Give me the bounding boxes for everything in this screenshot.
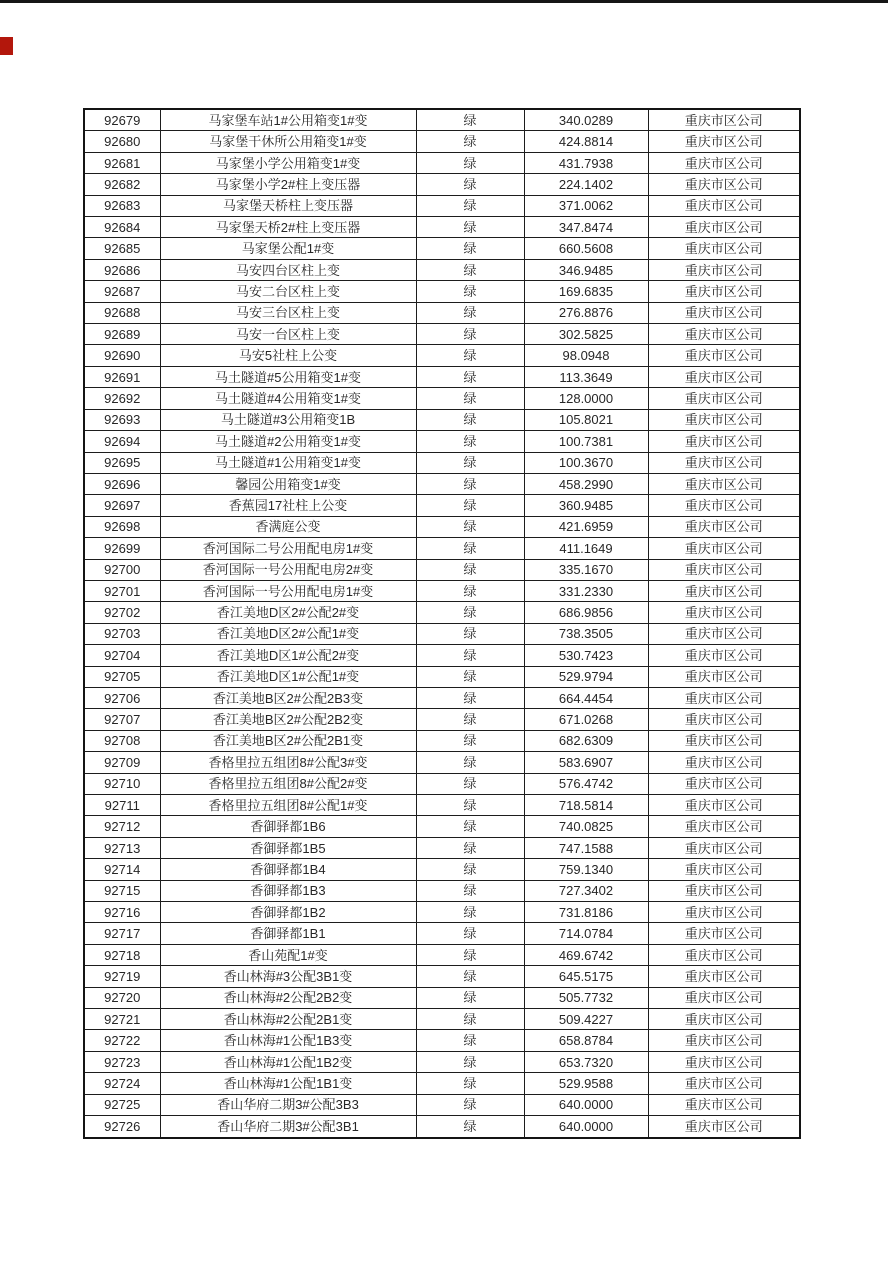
cell-record_id: 92698 (84, 516, 160, 537)
cell-record_id: 92726 (84, 1116, 160, 1138)
cell-record_id: 92710 (84, 773, 160, 794)
cell-record_id: 92713 (84, 837, 160, 858)
cell-equipment_name: 香满庭公变 (160, 516, 416, 537)
cell-company: 重庆市区公司 (648, 773, 800, 794)
table-row (84, 431, 800, 452)
cell-record_id: 92720 (84, 987, 160, 1008)
cell-company: 重庆市区公司 (648, 837, 800, 858)
cell-record_id: 92689 (84, 324, 160, 345)
cell-company: 重庆市区公司 (648, 1116, 800, 1138)
table-row (84, 516, 800, 537)
cell-value: 640.0000 (524, 1094, 648, 1115)
cell-value: 469.6742 (524, 944, 648, 965)
cell-record_id: 92716 (84, 902, 160, 923)
cell-status: 绿 (416, 923, 524, 944)
cell-record_id: 92703 (84, 623, 160, 644)
table-row (84, 195, 800, 216)
cell-value: 658.8784 (524, 1030, 648, 1051)
cell-equipment_name: 马土隧道#2公用箱变1#变 (160, 431, 416, 452)
cell-value: 224.1402 (524, 174, 648, 195)
table-row (84, 1116, 800, 1138)
cell-value: 660.5608 (524, 238, 648, 259)
cell-equipment_name: 香山苑配1#变 (160, 944, 416, 965)
table-row (84, 495, 800, 516)
cell-equipment_name: 香江美地B区2#公配2B1变 (160, 730, 416, 751)
table-row (84, 259, 800, 280)
cell-record_id: 92724 (84, 1073, 160, 1094)
table-row (84, 709, 800, 730)
cell-equipment_name: 香御驿都1B5 (160, 837, 416, 858)
cell-equipment_name: 香格里拉五组团8#公配2#变 (160, 773, 416, 794)
cell-equipment_name: 香山林海#3公配3B1变 (160, 966, 416, 987)
table-row (84, 730, 800, 751)
cell-status: 绿 (416, 281, 524, 302)
cell-status: 绿 (416, 602, 524, 623)
cell-status: 绿 (416, 538, 524, 559)
cell-equipment_name: 马家堡小学公用箱变1#变 (160, 152, 416, 173)
cell-value: 335.1670 (524, 559, 648, 580)
table-row (84, 580, 800, 601)
table-row (84, 923, 800, 944)
cell-status: 绿 (416, 152, 524, 173)
cell-record_id: 92700 (84, 559, 160, 580)
cell-equipment_name: 香山林海#1公配1B1变 (160, 1073, 416, 1094)
table-row (84, 623, 800, 644)
cell-value: 98.0948 (524, 345, 648, 366)
cell-company: 重庆市区公司 (648, 345, 800, 366)
table-row (84, 944, 800, 965)
cell-value: 664.4454 (524, 687, 648, 708)
cell-company: 重庆市区公司 (648, 602, 800, 623)
cell-company: 重庆市区公司 (648, 1030, 800, 1051)
cell-value: 331.2330 (524, 580, 648, 601)
table-row (84, 987, 800, 1008)
cell-status: 绿 (416, 409, 524, 430)
cell-company: 重庆市区公司 (648, 709, 800, 730)
data-table (83, 108, 801, 1139)
table-row (84, 837, 800, 858)
cell-equipment_name: 香御驿都1B2 (160, 902, 416, 923)
cell-company: 重庆市区公司 (648, 366, 800, 387)
cell-record_id: 92690 (84, 345, 160, 366)
cell-record_id: 92706 (84, 687, 160, 708)
cell-record_id: 92711 (84, 795, 160, 816)
cell-value: 671.0268 (524, 709, 648, 730)
cell-company: 重庆市区公司 (648, 495, 800, 516)
table-row (84, 666, 800, 687)
cell-equipment_name: 马土隧道#3公用箱变1B (160, 409, 416, 430)
table-body (84, 109, 800, 1138)
table-row (84, 859, 800, 880)
cell-company: 重庆市区公司 (648, 987, 800, 1008)
cell-value: 424.8814 (524, 131, 648, 152)
cell-record_id: 92721 (84, 1009, 160, 1030)
cell-equipment_name: 马家堡小学2#柱上变压器 (160, 174, 416, 195)
cell-value: 509.4227 (524, 1009, 648, 1030)
cell-value: 113.3649 (524, 366, 648, 387)
cell-company: 重庆市区公司 (648, 687, 800, 708)
cell-company: 重庆市区公司 (648, 152, 800, 173)
cell-equipment_name: 香河国际二号公用配电房1#变 (160, 538, 416, 559)
cell-value: 302.5825 (524, 324, 648, 345)
cell-record_id: 92694 (84, 431, 160, 452)
cell-equipment_name: 马安四台区柱上变 (160, 259, 416, 280)
cell-status: 绿 (416, 388, 524, 409)
cell-record_id: 92722 (84, 1030, 160, 1051)
cell-equipment_name: 香河国际一号公用配电房1#变 (160, 580, 416, 601)
cell-record_id: 92709 (84, 752, 160, 773)
cell-value: 360.9485 (524, 495, 648, 516)
cell-status: 绿 (416, 859, 524, 880)
table-row (84, 388, 800, 409)
table-row (84, 687, 800, 708)
cell-company: 重庆市区公司 (648, 1094, 800, 1115)
cell-company: 重庆市区公司 (648, 259, 800, 280)
cell-equipment_name: 香御驿都1B4 (160, 859, 416, 880)
table-row (84, 559, 800, 580)
cell-status: 绿 (416, 1073, 524, 1094)
cell-equipment_name: 香山华府二期3#公配3B3 (160, 1094, 416, 1115)
table-row (84, 602, 800, 623)
cell-value: 411.1649 (524, 538, 648, 559)
cell-record_id: 92681 (84, 152, 160, 173)
cell-value: 529.9794 (524, 666, 648, 687)
cell-record_id: 92680 (84, 131, 160, 152)
cell-status: 绿 (416, 109, 524, 131)
cell-value: 505.7732 (524, 987, 648, 1008)
cell-value: 747.1588 (524, 837, 648, 858)
cell-value: 759.1340 (524, 859, 648, 880)
cell-record_id: 92695 (84, 452, 160, 473)
cell-record_id: 92712 (84, 816, 160, 837)
cell-equipment_name: 马家堡天桥2#柱上变压器 (160, 217, 416, 238)
cell-value: 583.6907 (524, 752, 648, 773)
cell-company: 重庆市区公司 (648, 174, 800, 195)
cell-company: 重庆市区公司 (648, 1073, 800, 1094)
cell-status: 绿 (416, 752, 524, 773)
cell-equipment_name: 香江美地B区2#公配2B3变 (160, 687, 416, 708)
cell-company: 重庆市区公司 (648, 473, 800, 494)
cell-record_id: 92705 (84, 666, 160, 687)
cell-equipment_name: 香江美地D区1#公配2#变 (160, 645, 416, 666)
table-row (84, 281, 800, 302)
cell-value: 458.2990 (524, 473, 648, 494)
cell-status: 绿 (416, 837, 524, 858)
cell-company: 重庆市区公司 (648, 516, 800, 537)
cell-company: 重庆市区公司 (648, 302, 800, 323)
table-row (84, 409, 800, 430)
cell-status: 绿 (416, 795, 524, 816)
cell-status: 绿 (416, 880, 524, 901)
cell-value: 169.6835 (524, 281, 648, 302)
cell-record_id: 92697 (84, 495, 160, 516)
cell-status: 绿 (416, 366, 524, 387)
cell-company: 重庆市区公司 (648, 923, 800, 944)
table-row (84, 795, 800, 816)
cell-status: 绿 (416, 259, 524, 280)
table-row (84, 1051, 800, 1072)
table-row (84, 1073, 800, 1094)
cell-status: 绿 (416, 324, 524, 345)
cell-company: 重庆市区公司 (648, 944, 800, 965)
cell-equipment_name: 马土隧道#4公用箱变1#变 (160, 388, 416, 409)
cell-record_id: 92715 (84, 880, 160, 901)
cell-value: 718.5814 (524, 795, 648, 816)
cell-equipment_name: 香江美地B区2#公配2B2变 (160, 709, 416, 730)
cell-company: 重庆市区公司 (648, 195, 800, 216)
cell-status: 绿 (416, 816, 524, 837)
cell-equipment_name: 香江美地D区2#公配2#变 (160, 602, 416, 623)
cell-status: 绿 (416, 452, 524, 473)
cell-equipment_name: 香格里拉五组团8#公配1#变 (160, 795, 416, 816)
cell-company: 重庆市区公司 (648, 902, 800, 923)
cell-status: 绿 (416, 580, 524, 601)
cell-status: 绿 (416, 345, 524, 366)
table-row (84, 752, 800, 773)
cell-record_id: 92693 (84, 409, 160, 430)
cell-company: 重庆市区公司 (648, 281, 800, 302)
cell-status: 绿 (416, 495, 524, 516)
cell-company: 重庆市区公司 (648, 431, 800, 452)
cell-equipment_name: 马安二台区柱上变 (160, 281, 416, 302)
cell-value: 421.6959 (524, 516, 648, 537)
cell-record_id: 92687 (84, 281, 160, 302)
table-row (84, 452, 800, 473)
cell-company: 重庆市区公司 (648, 238, 800, 259)
cell-equipment_name: 马家堡车站1#公用箱变1#变 (160, 109, 416, 131)
cell-status: 绿 (416, 666, 524, 687)
cell-equipment_name: 马家堡公配1#变 (160, 238, 416, 259)
cell-status: 绿 (416, 217, 524, 238)
table-row (84, 473, 800, 494)
cell-status: 绿 (416, 709, 524, 730)
cell-equipment_name: 香江美地D区1#公配1#变 (160, 666, 416, 687)
table-row (84, 366, 800, 387)
cell-value: 128.0000 (524, 388, 648, 409)
cell-record_id: 92691 (84, 366, 160, 387)
cell-value: 276.8876 (524, 302, 648, 323)
cell-status: 绿 (416, 687, 524, 708)
cell-equipment_name: 马家堡天桥柱上变压器 (160, 195, 416, 216)
table-row (84, 902, 800, 923)
page-top-border (0, 0, 888, 3)
cell-equipment_name: 馨园公用箱变1#变 (160, 473, 416, 494)
table-row (84, 773, 800, 794)
cell-status: 绿 (416, 1030, 524, 1051)
cell-company: 重庆市区公司 (648, 966, 800, 987)
cell-value: 371.0062 (524, 195, 648, 216)
cell-company: 重庆市区公司 (648, 131, 800, 152)
cell-status: 绿 (416, 902, 524, 923)
cell-company: 重庆市区公司 (648, 730, 800, 751)
cell-status: 绿 (416, 623, 524, 644)
cell-value: 738.3505 (524, 623, 648, 644)
cell-value: 640.0000 (524, 1116, 648, 1138)
cell-record_id: 92708 (84, 730, 160, 751)
cell-record_id: 92696 (84, 473, 160, 494)
table-row (84, 152, 800, 173)
cell-company: 重庆市区公司 (648, 1009, 800, 1030)
table-row (84, 131, 800, 152)
cell-record_id: 92702 (84, 602, 160, 623)
cell-record_id: 92719 (84, 966, 160, 987)
cell-company: 重庆市区公司 (648, 880, 800, 901)
cell-company: 重庆市区公司 (648, 580, 800, 601)
cell-record_id: 92701 (84, 580, 160, 601)
cell-record_id: 92683 (84, 195, 160, 216)
cell-status: 绿 (416, 174, 524, 195)
cell-value: 105.8021 (524, 409, 648, 430)
cell-status: 绿 (416, 302, 524, 323)
cell-status: 绿 (416, 238, 524, 259)
cell-record_id: 92714 (84, 859, 160, 880)
cell-record_id: 92679 (84, 109, 160, 131)
cell-company: 重庆市区公司 (648, 324, 800, 345)
cell-status: 绿 (416, 1116, 524, 1138)
cell-record_id: 92686 (84, 259, 160, 280)
cell-record_id: 92707 (84, 709, 160, 730)
cell-company: 重庆市区公司 (648, 645, 800, 666)
cell-equipment_name: 马安一台区柱上变 (160, 324, 416, 345)
cell-company: 重庆市区公司 (648, 538, 800, 559)
cell-status: 绿 (416, 730, 524, 751)
cell-equipment_name: 马土隧道#5公用箱变1#变 (160, 366, 416, 387)
cell-record_id: 92688 (84, 302, 160, 323)
cell-value: 530.7423 (524, 645, 648, 666)
cell-equipment_name: 马土隧道#1公用箱变1#变 (160, 452, 416, 473)
table-row (84, 966, 800, 987)
cell-company: 重庆市区公司 (648, 452, 800, 473)
cell-record_id: 92704 (84, 645, 160, 666)
cell-record_id: 92717 (84, 923, 160, 944)
cell-value: 346.9485 (524, 259, 648, 280)
cell-value: 682.6309 (524, 730, 648, 751)
table-row (84, 645, 800, 666)
cell-equipment_name: 香河国际一号公用配电房2#变 (160, 559, 416, 580)
cell-status: 绿 (416, 645, 524, 666)
cell-value: 727.3402 (524, 880, 648, 901)
cell-value: 686.9856 (524, 602, 648, 623)
cell-equipment_name: 马安三台区柱上变 (160, 302, 416, 323)
cell-company: 重庆市区公司 (648, 559, 800, 580)
table-row (84, 1094, 800, 1115)
table-row (84, 217, 800, 238)
cell-equipment_name: 香江美地D区2#公配1#变 (160, 623, 416, 644)
cell-status: 绿 (416, 559, 524, 580)
cell-record_id: 92692 (84, 388, 160, 409)
cell-status: 绿 (416, 966, 524, 987)
cell-equipment_name: 香御驿都1B3 (160, 880, 416, 901)
table-row (84, 880, 800, 901)
cell-record_id: 92682 (84, 174, 160, 195)
table-container (83, 108, 801, 1139)
cell-company: 重庆市区公司 (648, 409, 800, 430)
cell-company: 重庆市区公司 (648, 1051, 800, 1072)
cell-company: 重庆市区公司 (648, 217, 800, 238)
cell-status: 绿 (416, 987, 524, 1008)
red-marker (0, 37, 13, 55)
table-row (84, 1030, 800, 1051)
cell-record_id: 92723 (84, 1051, 160, 1072)
cell-status: 绿 (416, 1051, 524, 1072)
cell-record_id: 92699 (84, 538, 160, 559)
cell-equipment_name: 马安5社柱上公变 (160, 345, 416, 366)
cell-equipment_name: 马家堡干休所公用箱变1#变 (160, 131, 416, 152)
cell-company: 重庆市区公司 (648, 388, 800, 409)
cell-company: 重庆市区公司 (648, 666, 800, 687)
cell-status: 绿 (416, 773, 524, 794)
cell-status: 绿 (416, 431, 524, 452)
cell-equipment_name: 香山林海#2公配2B2变 (160, 987, 416, 1008)
cell-company: 重庆市区公司 (648, 752, 800, 773)
cell-equipment_name: 香山华府二期3#公配3B1 (160, 1116, 416, 1138)
cell-value: 100.3670 (524, 452, 648, 473)
table-row (84, 345, 800, 366)
cell-equipment_name: 香山林海#2公配2B1变 (160, 1009, 416, 1030)
cell-equipment_name: 香蕉园17社柱上公变 (160, 495, 416, 516)
table-row (84, 1009, 800, 1030)
table-row (84, 302, 800, 323)
cell-status: 绿 (416, 516, 524, 537)
cell-company: 重庆市区公司 (648, 859, 800, 880)
cell-record_id: 92684 (84, 217, 160, 238)
table-row (84, 538, 800, 559)
cell-equipment_name: 香御驿都1B1 (160, 923, 416, 944)
cell-equipment_name: 香御驿都1B6 (160, 816, 416, 837)
cell-company: 重庆市区公司 (648, 109, 800, 131)
cell-value: 431.7938 (524, 152, 648, 173)
cell-status: 绿 (416, 195, 524, 216)
cell-company: 重庆市区公司 (648, 816, 800, 837)
cell-value: 653.7320 (524, 1051, 648, 1072)
cell-value: 100.7381 (524, 431, 648, 452)
cell-record_id: 92718 (84, 944, 160, 965)
table-row (84, 174, 800, 195)
cell-status: 绿 (416, 473, 524, 494)
cell-status: 绿 (416, 1009, 524, 1030)
cell-value: 529.9588 (524, 1073, 648, 1094)
cell-record_id: 92725 (84, 1094, 160, 1115)
cell-company: 重庆市区公司 (648, 623, 800, 644)
cell-status: 绿 (416, 1094, 524, 1115)
cell-value: 576.4742 (524, 773, 648, 794)
cell-record_id: 92685 (84, 238, 160, 259)
cell-equipment_name: 香山林海#1公配1B2变 (160, 1051, 416, 1072)
cell-status: 绿 (416, 131, 524, 152)
cell-value: 347.8474 (524, 217, 648, 238)
table-row (84, 816, 800, 837)
cell-value: 340.0289 (524, 109, 648, 131)
table-row (84, 109, 800, 131)
cell-value: 645.5175 (524, 966, 648, 987)
cell-value: 740.0825 (524, 816, 648, 837)
cell-value: 731.8186 (524, 902, 648, 923)
cell-company: 重庆市区公司 (648, 795, 800, 816)
table-row (84, 238, 800, 259)
cell-status: 绿 (416, 944, 524, 965)
cell-equipment_name: 香格里拉五组团8#公配3#变 (160, 752, 416, 773)
cell-equipment_name: 香山林海#1公配1B3变 (160, 1030, 416, 1051)
table-row (84, 324, 800, 345)
cell-value: 714.0784 (524, 923, 648, 944)
